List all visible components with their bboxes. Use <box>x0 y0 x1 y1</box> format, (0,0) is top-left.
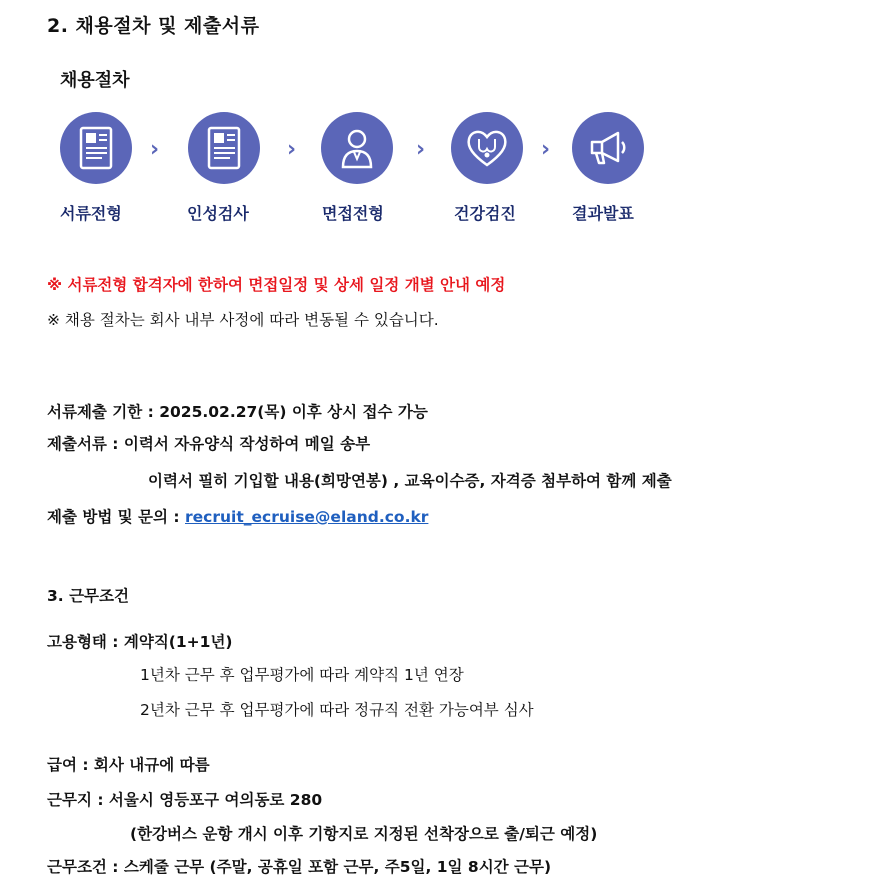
step-arrow-2: › <box>287 137 297 162</box>
step-3-circle <box>321 112 393 184</box>
step-3-label: 면접전형 <box>322 204 384 223</box>
step-arrow-1: › <box>150 137 160 162</box>
notice-interview-schedule: ※ 서류전형 합격자에 한하여 면접일정 및 상세 일정 개별 안내 예정 <box>47 276 506 294</box>
resume-icon <box>202 125 246 171</box>
step-5-label: 결과발표 <box>572 204 634 223</box>
employment-type: 고용형태 : 계약직(1+1년) <box>47 633 233 651</box>
step-1-circle <box>60 112 132 184</box>
work-conditions: 근무조건 : 스케줄 근무 (주말, 공휴일 포함 근무, 주5일, 1일 8시간 근무) <box>47 858 552 876</box>
step-5-circle <box>572 112 644 184</box>
step-2-circle <box>188 112 260 184</box>
employment-note-2: 2년차 근무 후 업무평가에 따라 정규직 전환 가능여부 심사 <box>140 701 534 719</box>
contact-email-link[interactable]: recruit_ecruise@eland.co.kr <box>185 508 429 526</box>
section-2-heading: 2. 채용절차 및 제출서류 <box>47 15 260 37</box>
stethoscope-heart-icon <box>463 125 511 171</box>
megaphone-icon <box>584 125 632 171</box>
step-4-circle <box>451 112 523 184</box>
step-arrow-4: › <box>541 137 551 162</box>
step-4-label: 건강검진 <box>454 204 516 223</box>
step-arrow-3: › <box>416 137 426 162</box>
submission-documents: 제출서류 : 이력서 자유양식 작성하여 메일 송부 <box>47 435 371 453</box>
contact-label: 제출 방법 및 문의 : <box>47 508 185 526</box>
recruitment-process-subheading: 채용절차 <box>60 70 130 91</box>
work-location: 근무지 : 서울시 영등포구 여의동로 280 <box>47 791 323 809</box>
step-1-label: 서류전형 <box>60 204 122 223</box>
submission-documents-detail: 이력서 필히 기입할 내용(희망연봉) , 교육이수증, 자격증 첨부하여 함께 제출 <box>148 472 672 490</box>
resume-icon <box>74 125 118 171</box>
section-3-heading: 3. 근무조건 <box>47 587 129 605</box>
interviewer-icon <box>335 125 379 171</box>
work-location-note: (한강버스 운항 개시 이후 기항지로 지정된 선착장으로 출/퇴근 예정) <box>130 825 598 843</box>
submission-deadline: 서류제출 기한 : 2025.02.27(목) 이후 상시 접수 가능 <box>47 403 428 421</box>
notice-process-change: ※ 채용 절차는 회사 내부 사정에 따라 변동될 수 있습니다. <box>47 311 439 329</box>
submission-contact <box>47 505 428 527</box>
employment-note-1: 1년차 근무 후 업무평가에 따라 계약직 1년 연장 <box>140 666 464 684</box>
salary: 급여 : 회사 내규에 따름 <box>47 756 210 774</box>
step-2-label: 인성검사 <box>187 204 249 223</box>
